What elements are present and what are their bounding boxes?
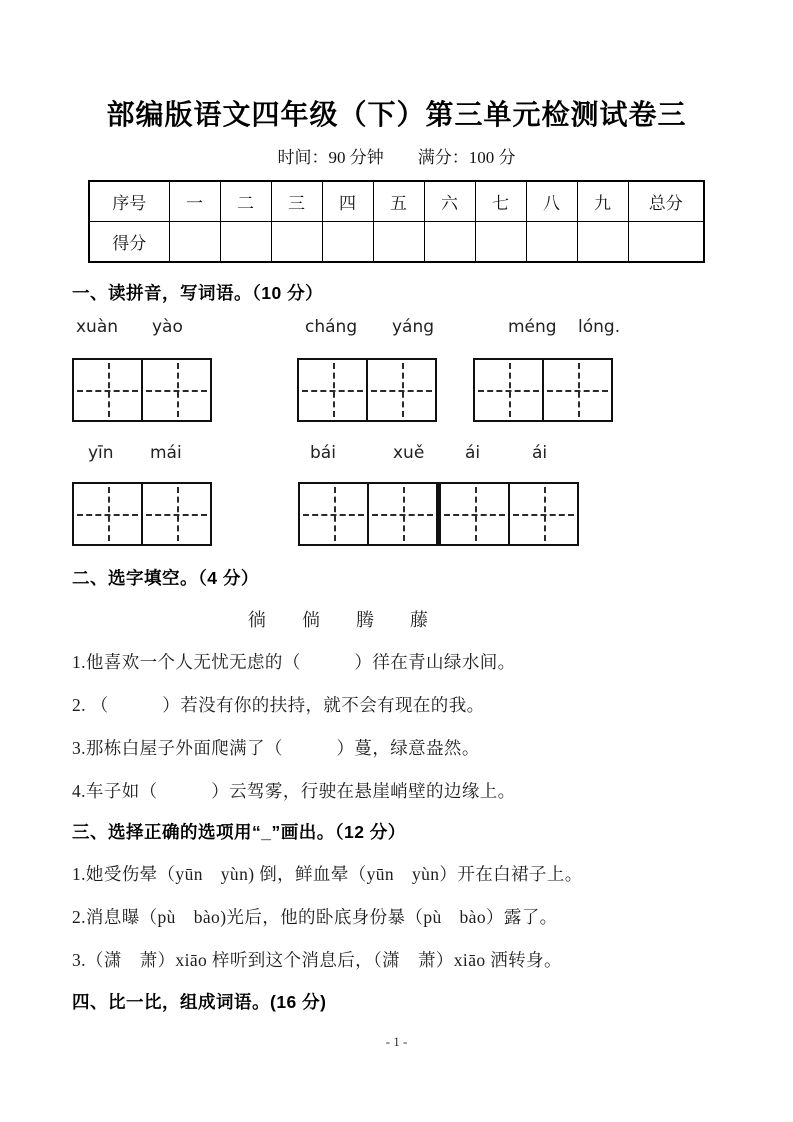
sentence: 4.车子如（ ）云驾雾，行驶在悬崖峭壁的边缘上。 xyxy=(72,781,516,801)
score-table-header-cell: 五 xyxy=(373,181,424,222)
score-table-header-cell: 序号 xyxy=(89,181,169,222)
writing-grid-cell xyxy=(475,360,544,420)
bank-character: 藤 xyxy=(410,610,428,630)
score-blank-cell xyxy=(475,222,526,263)
page-title: 部编版语文四年级（下）第三单元检测试卷三 xyxy=(106,99,687,130)
time-score-line: 时间：90 分钟 满分：100 分 xyxy=(277,148,516,167)
sentence: 2.消息曝（pù bào)光后，他的卧底身份暴（pù bào）露了。 xyxy=(72,907,558,927)
score-table xyxy=(88,180,705,263)
score-blank-cell xyxy=(526,222,577,263)
score-table-header-cell: 总分 xyxy=(628,181,704,222)
score-table-header-cell: 九 xyxy=(577,181,628,222)
writing-grid-cell xyxy=(441,484,510,544)
pinyin-syllable: xuě xyxy=(393,443,425,463)
score-blank-cell xyxy=(577,222,628,263)
score-blank-cell xyxy=(628,222,704,263)
score-table-header-cell: 七 xyxy=(475,181,526,222)
sentence: 1.他喜欢一个人无忧无虑的（ ）徉在青山绿水间。 xyxy=(72,652,516,672)
pinyin-syllable: lóng. xyxy=(578,317,621,337)
score-blank-cell xyxy=(271,222,322,263)
pinyin-syllable: yīn xyxy=(88,443,114,463)
section-two-heading: 二、选字填空。（4 分） xyxy=(72,568,259,588)
score-table-body xyxy=(89,181,704,262)
section-one-heading: 一、读拼音，写词语。（10 分） xyxy=(72,283,324,303)
page-number: - 1 - xyxy=(385,1034,408,1049)
score-blank-cell xyxy=(373,222,424,263)
score-table-header-cell: 四 xyxy=(322,181,373,222)
score-blank-cell xyxy=(424,222,475,263)
writing-grid-group xyxy=(298,482,579,546)
score-blank-cell xyxy=(169,222,220,263)
writing-grid-cell xyxy=(510,484,577,544)
score-table-score-row xyxy=(89,222,704,263)
sentence: 1.她受伤晕（yūn yùn) 倒，鲜血晕（yūn yùn）开在白裙子上。 xyxy=(72,864,583,884)
bank-character: 倘 xyxy=(302,610,320,630)
score-blank-cell xyxy=(322,222,373,263)
bank-character: 徜 xyxy=(248,610,266,630)
score-table-header-cell: 八 xyxy=(526,181,577,222)
bank-character: 腾 xyxy=(356,610,374,630)
writing-grid-group xyxy=(297,358,437,422)
pinyin-syllable: xuàn xyxy=(76,317,119,337)
writing-grid-cell xyxy=(300,484,369,544)
character-bank xyxy=(248,608,793,632)
writing-grid-group xyxy=(72,482,212,546)
writing-grid-row-2 xyxy=(0,482,793,546)
writing-grid-cell xyxy=(368,360,435,420)
pinyin-row-1 xyxy=(0,317,793,339)
sentence: 3.（潇 萧）xiāo 梓听到这个消息后，（潇 萧）xiāo 洒转身。 xyxy=(72,950,562,970)
writing-grid-cell xyxy=(143,484,210,544)
writing-grid-cell xyxy=(369,484,441,544)
section-two-sentences xyxy=(0,650,793,803)
pinyin-syllable: yáng xyxy=(392,317,435,337)
score-row-label: 得分 xyxy=(89,222,169,263)
score-blank-cell xyxy=(220,222,271,263)
writing-grid-cell xyxy=(544,360,611,420)
pinyin-syllable: mái xyxy=(150,443,182,463)
section-four-heading: 四、比一比，组成词语。(16 分) xyxy=(72,992,327,1012)
writing-grid-group xyxy=(473,358,613,422)
score-table-header-cell: 三 xyxy=(271,181,322,222)
writing-grid-cell xyxy=(299,360,368,420)
section-three-sentences xyxy=(0,862,793,972)
writing-grid-group xyxy=(72,358,212,422)
sentence: 2. （ ）若没有你的扶持，就不会有现在的我。 xyxy=(72,695,485,715)
score-table-header-cell: 一 xyxy=(169,181,220,222)
sentence: 3.那栋白屋子外面爬满了（ ）蔓，绿意盎然。 xyxy=(72,738,480,758)
pinyin-row-2 xyxy=(0,443,793,465)
writing-grid-cell xyxy=(74,360,143,420)
writing-grid-row-1 xyxy=(0,358,793,422)
score-table-header-cell: 六 xyxy=(424,181,475,222)
score-table-header-cell: 二 xyxy=(220,181,271,222)
writing-grid-cell xyxy=(143,360,210,420)
score-table-header-row xyxy=(89,181,704,222)
section-three-heading: 三、选择正确的选项用“_”画出。（12 分） xyxy=(72,822,406,842)
pinyin-syllable: ái xyxy=(465,443,481,463)
pinyin-syllable: méng xyxy=(508,317,557,337)
pinyin-syllable: ái xyxy=(532,443,548,463)
writing-grid-cell xyxy=(74,484,143,544)
pinyin-syllable: yào xyxy=(152,317,183,337)
pinyin-syllable: bái xyxy=(310,443,336,463)
pinyin-syllable: cháng xyxy=(305,317,358,337)
